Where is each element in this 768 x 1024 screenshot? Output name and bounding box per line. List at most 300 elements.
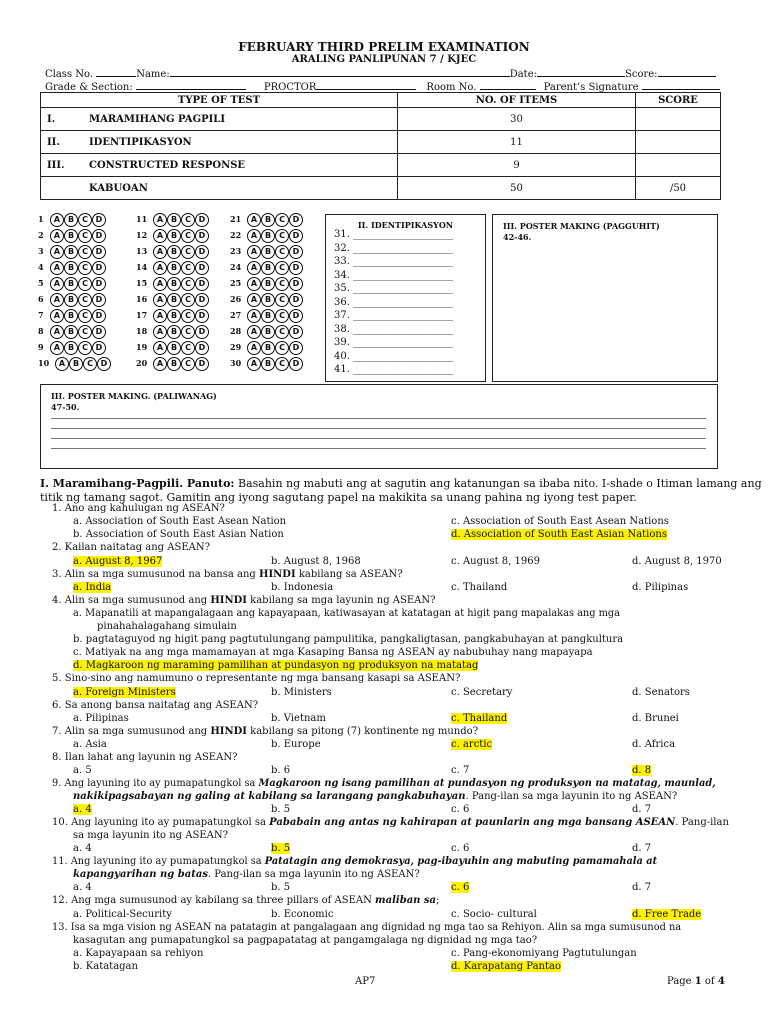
choice-1c: c. Association of South East Asean Nations [451, 516, 669, 527]
score-field[interactable] [658, 67, 716, 77]
choice-3c: c. Thailand [451, 582, 508, 593]
answer-bubble[interactable]: B [64, 245, 78, 259]
class-no-label: Class No. [45, 69, 97, 80]
answer-bubble[interactable]: C [83, 357, 97, 371]
answer-line-35[interactable]: 35. ____________________ [334, 283, 454, 294]
proctor-label: PROCTOR [263, 82, 317, 93]
section1-heading: I. Maramihang-Pagpili. Panuto: [40, 477, 235, 490]
answer-bubble[interactable]: C [275, 245, 289, 259]
bubble-row [230, 309, 303, 323]
poster-explain-items: 47-50. [51, 402, 80, 412]
date-label: Date: [509, 69, 537, 80]
bubble-row [230, 277, 303, 291]
q-emphasis: HINDI [210, 595, 247, 606]
q-text: . Pang-ilan [675, 817, 729, 828]
answer-bubble[interactable]: B [261, 245, 275, 259]
name-field[interactable] [170, 67, 510, 77]
answer-bubble[interactable]: B [261, 261, 275, 275]
answer-bubble[interactable]: A [153, 325, 167, 339]
answer-bubble[interactable]: C [275, 261, 289, 275]
answer-bubble[interactable]: B [261, 357, 275, 371]
answer-bubble[interactable]: C [275, 325, 289, 339]
answer-bubble[interactable]: A [247, 213, 261, 227]
answer-bubble[interactable]: C [181, 309, 195, 323]
grade-section-field[interactable] [136, 80, 246, 90]
writing-line[interactable] [51, 428, 706, 429]
answer-bubble[interactable]: C [78, 245, 92, 259]
bubble-item-number: 14 [136, 262, 148, 272]
answer-bubble[interactable]: B [69, 357, 83, 371]
highlight: a. India [73, 582, 112, 593]
bubble-row [38, 245, 106, 259]
bubble-row [136, 277, 209, 291]
question-5: 5. Sino-sino ang namumuno o representante ng mga bansang kasapi sa ASEAN? [52, 673, 461, 684]
bubble-row [136, 325, 209, 339]
row-num: II. [41, 131, 84, 154]
answer-bubble[interactable]: D [289, 341, 303, 355]
answer-bubble[interactable]: B [261, 229, 275, 243]
choice-4d-highlighted: d. Magkaroon ng maraming pamilihan at pundasyon ng produksyon na matatag [73, 660, 479, 671]
answer-bubble[interactable]: C [181, 277, 195, 291]
bubble-row [136, 229, 209, 243]
answer-bubble[interactable]: D [195, 229, 209, 243]
answer-bubble[interactable]: B [64, 229, 78, 243]
answer-bubble[interactable]: A [247, 261, 261, 275]
footer-code: AP7 [355, 976, 376, 987]
answer-bubble[interactable]: A [153, 261, 167, 275]
choice-6a: a. Pilipinas [73, 713, 129, 724]
answer-bubble[interactable]: D [92, 261, 106, 275]
answer-bubble[interactable]: A [50, 309, 64, 323]
answer-bubble[interactable]: D [97, 357, 111, 371]
answer-line-39[interactable]: 39. ____________________ [334, 337, 454, 348]
answer-bubble[interactable]: D [289, 309, 303, 323]
choice-7d: d. Africa [632, 739, 676, 750]
answer-bubble[interactable]: D [289, 245, 303, 259]
answer-bubble[interactable]: A [50, 261, 64, 275]
choice-4a-cont: pinahahalagahang simulain [97, 621, 237, 632]
answer-bubble[interactable]: A [153, 341, 167, 355]
choice-1a: a. Association of South East Asean Nation [73, 516, 287, 527]
answer-bubble[interactable]: B [261, 277, 275, 291]
answer-bubble[interactable]: A [153, 229, 167, 243]
answer-bubble[interactable]: D [195, 277, 209, 291]
answer-bubble[interactable]: C [181, 229, 195, 243]
choice-2b: b. August 8, 1968 [271, 556, 361, 567]
choice-10b-highlighted: b. 5 [271, 843, 291, 854]
q-text: . Pang-ilan sa mga layunin ito ng ASEAN? [207, 869, 420, 880]
row-score[interactable] [636, 131, 721, 154]
answer-bubble[interactable]: C [181, 325, 195, 339]
bubble-row [230, 213, 303, 227]
choice-5c: c. Secretary [451, 687, 513, 698]
answer-bubble[interactable]: B [167, 357, 181, 371]
answer-bubble[interactable]: A [153, 213, 167, 227]
q-text: kabilang sa ASEAN? [295, 569, 403, 580]
question-3 [52, 569, 403, 580]
table-row [41, 154, 721, 177]
answer-line-32[interactable]: 32. ____________________ [334, 242, 454, 254]
answer-bubble[interactable]: A [153, 309, 167, 323]
answer-bubble[interactable]: A [55, 357, 69, 371]
bubble-row [38, 229, 106, 243]
choice-3a-highlighted [73, 582, 111, 593]
answer-bubble[interactable]: B [64, 261, 78, 275]
row-type: IDENTIPIKASYON [83, 131, 398, 154]
bubble-item-number: 23 [230, 246, 242, 256]
answer-bubble[interactable]: D [195, 325, 209, 339]
choice-5b: b. Ministers [271, 687, 332, 698]
answer-bubble[interactable]: D [92, 293, 106, 307]
highlight: a. Foreign Ministers [73, 687, 176, 698]
answer-bubble[interactable]: B [167, 261, 181, 275]
bubble-item-number: 4 [38, 262, 44, 272]
row-num: I. [41, 108, 84, 131]
answer-bubble[interactable]: D [195, 245, 209, 259]
bubble-row [230, 341, 303, 355]
choice-8d-highlighted: d. 8 [632, 765, 652, 776]
choice-5a-highlighted [73, 687, 176, 698]
answer-bubble[interactable]: B [64, 213, 78, 227]
answer-bubble[interactable]: B [261, 293, 275, 307]
table-row [41, 177, 721, 200]
answer-bubble[interactable]: A [247, 325, 261, 339]
class-no-field[interactable] [96, 67, 136, 77]
answer-bubble[interactable]: C [275, 309, 289, 323]
row-items: 50 [398, 177, 636, 200]
answer-bubble[interactable]: C [275, 229, 289, 243]
bubble-item-number: 26 [230, 294, 242, 304]
bubble-item-number: 13 [136, 246, 148, 256]
writing-line[interactable] [51, 438, 706, 439]
answer-line-37[interactable]: 37. ____________________ [334, 310, 454, 321]
choice-6b: b. Vietnam [271, 713, 326, 724]
choice-9c: c. 6 [451, 804, 470, 815]
answer-line-41[interactable]: 41. ____________________ [334, 364, 454, 375]
answer-bubble[interactable]: A [153, 277, 167, 291]
row-score[interactable]: /50 [636, 177, 721, 200]
bubble-row [136, 245, 209, 259]
bubble-row [230, 293, 303, 307]
poster-explain-box [40, 384, 718, 469]
q-emphasis: maliban sa [375, 895, 437, 906]
parent-signature-field[interactable] [642, 80, 720, 90]
answer-line-33[interactable]: 33. ____________________ [334, 256, 454, 267]
grade-section-label: Grade & Section: [45, 82, 136, 93]
answer-bubble[interactable]: D [289, 357, 303, 371]
answer-bubble[interactable]: A [153, 357, 167, 371]
answer-bubble[interactable]: D [289, 277, 303, 291]
choice-13c: c. Pang-ekonomiyang Pagtutulungan [451, 948, 637, 959]
choice-1b: b. Association of South East Asian Nation [73, 529, 284, 540]
choice-4c: c. Matiyak na ang mga mamamayan at mga Kasaping Bansa ng ASEAN ay nabubuhay nang mapayapa [73, 647, 593, 658]
bubble-item-number: 8 [38, 326, 44, 336]
proctor-field[interactable] [316, 80, 416, 90]
bubble-row [38, 261, 106, 275]
name-label: Name: [136, 69, 170, 80]
row-items: 11 [398, 131, 636, 154]
answer-bubble[interactable]: D [195, 309, 209, 323]
bubble-item-number: 3 [38, 246, 44, 256]
answer-bubble[interactable]: C [275, 357, 289, 371]
bubble-item-number: 16 [136, 294, 148, 304]
answer-bubble[interactable]: C [181, 357, 195, 371]
col-score-header: SCORE [636, 93, 721, 108]
answer-bubble[interactable]: B [64, 309, 78, 323]
answer-bubble[interactable]: C [275, 293, 289, 307]
answer-line-34[interactable]: 34. ____________________ [334, 269, 454, 281]
q-text: 3. Alin sa mga sumusunod na bansa ang [52, 569, 260, 580]
answer-bubble[interactable]: A [247, 229, 261, 243]
choice-9b: b. 5 [271, 804, 291, 815]
bubble-item-number: 1 [38, 214, 44, 224]
writing-line[interactable] [51, 448, 706, 449]
row-type: KABUOAN [83, 177, 398, 200]
row-num [41, 177, 84, 200]
header-line-1 [45, 67, 716, 80]
room-no-field[interactable] [480, 80, 536, 90]
answer-bubble[interactable]: B [167, 245, 181, 259]
question-7 [52, 726, 478, 737]
date-field[interactable] [537, 67, 625, 77]
answer-bubble[interactable]: A [247, 309, 261, 323]
bubble-row [230, 245, 303, 259]
answer-bubble[interactable]: C [78, 341, 92, 355]
answer-bubble[interactable]: B [167, 229, 181, 243]
page-indicator [667, 976, 725, 987]
bubble-row [230, 325, 303, 339]
highlight: a. August 8, 1967 [73, 556, 163, 567]
answer-bubble[interactable]: B [167, 293, 181, 307]
answer-bubble[interactable]: D [92, 229, 106, 243]
answer-bubble[interactable]: B [261, 213, 275, 227]
answer-bubble[interactable]: C [78, 229, 92, 243]
choice-12d-highlighted: d. Free Trade [632, 909, 702, 920]
bubble-item-number: 12 [136, 230, 148, 240]
answer-bubble[interactable]: A [50, 341, 64, 355]
answer-bubble[interactable]: D [289, 229, 303, 243]
answer-bubble[interactable]: C [78, 293, 92, 307]
answer-bubble[interactable]: C [78, 309, 92, 323]
answer-bubble[interactable]: A [50, 293, 64, 307]
choice-3b: b. Indonesia [271, 582, 334, 593]
answer-bubble[interactable]: B [261, 309, 275, 323]
identipikasyon-heading: II. IDENTIPIKASYON [357, 220, 454, 230]
answer-bubble[interactable]: A [247, 293, 261, 307]
bubble-item-number: 11 [136, 214, 148, 224]
bubble-row [38, 325, 106, 339]
answer-bubble[interactable]: A [153, 245, 167, 259]
choice-13d-highlighted: d. Karapatang Pantao [451, 961, 561, 972]
choice-13b: b. Katatagan [73, 961, 138, 972]
answer-bubble[interactable]: D [195, 357, 209, 371]
answer-bubble[interactable]: A [50, 325, 64, 339]
answer-bubble[interactable]: C [181, 213, 195, 227]
answer-bubble[interactable]: D [195, 213, 209, 227]
answer-bubble[interactable]: B [64, 293, 78, 307]
bubble-item-number: 17 [136, 310, 148, 320]
answer-bubble[interactable]: D [92, 309, 106, 323]
answer-bubble[interactable]: B [261, 325, 275, 339]
q-text: kabilang sa mga layunin ng ASEAN? [246, 595, 436, 606]
parent-signature-label: Parent’s Signature [543, 82, 642, 93]
q-emphasis: Patatagin ang demokrasya, pag-ibayuhin ang mabuting pamamahala at [264, 856, 658, 867]
bubble-row [136, 213, 209, 227]
answer-bubble[interactable]: A [153, 293, 167, 307]
choice-13a: a. Kapayapaan sa rehiyon [73, 948, 204, 959]
q-emphasis: Pababain ang antas ng kahirapan at paunlarin ang mga bansang ASEAN [269, 817, 676, 828]
row-score[interactable] [636, 154, 721, 177]
answer-bubble[interactable]: A [247, 357, 261, 371]
bubble-row [136, 341, 209, 355]
bubble-row [38, 293, 106, 307]
question-4 [52, 595, 436, 606]
choice-8b: b. 6 [271, 765, 291, 776]
answer-bubble[interactable]: D [289, 325, 303, 339]
choice-10d: d. 7 [632, 843, 652, 854]
answer-bubble[interactable]: A [247, 341, 261, 355]
poster-drawing-heading: III. POSTER MAKING (PAGGUHIT) [503, 221, 660, 231]
bubble-row [230, 261, 303, 275]
answer-bubble[interactable]: B [167, 277, 181, 291]
bubble-row [38, 277, 106, 291]
answer-bubble[interactable]: C [181, 245, 195, 259]
table-row [41, 108, 721, 131]
row-items: 30 [398, 108, 636, 131]
question-9 [52, 778, 716, 789]
choice-4b: b. pagtataguyod ng higit pang pagtutulungang pampulitika, pangkaligtasan, pangkabuhayan at pangkultura [73, 634, 624, 645]
bubble-item-number: 27 [230, 310, 242, 320]
answer-bubble[interactable]: D [92, 277, 106, 291]
choice-8c: c. 7 [451, 765, 470, 776]
answer-bubble[interactable]: D [92, 341, 106, 355]
poster-drawing-box[interactable] [492, 214, 718, 382]
answer-bubble[interactable]: D [92, 213, 106, 227]
bubble-item-number: 5 [38, 278, 44, 288]
writing-line[interactable] [51, 418, 706, 419]
bubble-item-number: 28 [230, 326, 242, 336]
section1-instructions-line1 [40, 477, 762, 490]
answer-bubble[interactable]: B [167, 325, 181, 339]
answer-bubble[interactable]: C [275, 213, 289, 227]
bubble-item-number: 15 [136, 278, 148, 288]
answer-bubble[interactable]: C [78, 277, 92, 291]
answer-bubble[interactable]: D [92, 245, 106, 259]
q-text: ; [436, 895, 440, 906]
page-text: of [701, 976, 718, 987]
bubble-item-number: 30 [230, 358, 242, 368]
answer-bubble[interactable]: C [78, 325, 92, 339]
question-10 [52, 817, 729, 828]
q-emphasis: HINDI [259, 569, 296, 580]
question-10-cont: sa mga layunin ito ng ASEAN? [73, 830, 228, 841]
bubble-row [136, 309, 209, 323]
choice-1d-highlighted: d. Association of South East Asian Nations [451, 529, 667, 540]
answer-bubble[interactable]: A [50, 213, 64, 227]
choice-9a-highlighted [73, 804, 92, 815]
answer-bubble[interactable]: C [78, 213, 92, 227]
answer-bubble[interactable]: A [50, 277, 64, 291]
bubble-row [230, 229, 303, 243]
choice-10c: c. 6 [451, 843, 470, 854]
bubble-item-number: 22 [230, 230, 242, 240]
test-summary-table [40, 92, 721, 200]
answer-bubble[interactable]: B [167, 341, 181, 355]
choice-5d: d. Senators [632, 687, 690, 698]
answer-bubble[interactable]: D [195, 293, 209, 307]
exam-title: FEBRUARY THIRD PRELIM EXAMINATION [238, 40, 530, 54]
bubble-row [136, 293, 209, 307]
answer-bubble[interactable]: D [195, 341, 209, 355]
answer-bubble[interactable]: C [181, 341, 195, 355]
instructions-text: Basahin ng mabuti ang at sagutin ang katanungan sa ibaba nito. I-shade o Itiman lamang ang [234, 477, 762, 490]
row-type: CONSTRUCTED RESPONSE [83, 154, 398, 177]
answer-bubble[interactable]: B [64, 325, 78, 339]
answer-bubble[interactable]: A [50, 245, 64, 259]
answer-bubble[interactable]: C [181, 293, 195, 307]
bubble-row [38, 341, 106, 355]
bubble-item-number: 21 [230, 214, 242, 224]
answer-line-36[interactable]: 36. ____________________ [334, 296, 454, 308]
answer-line-31[interactable]: 31. ____________________ [334, 229, 454, 240]
bubble-item-number: 6 [38, 294, 44, 304]
answer-line-40[interactable]: 40. ____________________ [334, 350, 454, 362]
choice-12b: b. Economic [271, 909, 334, 920]
bubble-item-number: 20 [136, 358, 148, 368]
answer-bubble[interactable]: C [78, 261, 92, 275]
answer-bubble[interactable]: B [167, 213, 181, 227]
bubble-item-number: 25 [230, 278, 242, 288]
answer-bubble[interactable]: D [92, 325, 106, 339]
bubble-item-number: 18 [136, 326, 148, 336]
question-11 [52, 856, 657, 867]
page-total: 4 [717, 976, 725, 987]
choice-2a-highlighted [73, 556, 162, 567]
row-items: 9 [398, 154, 636, 177]
q-emphasis: kapangyarihan ng batas [73, 869, 208, 880]
bubble-row [136, 357, 209, 371]
row-score[interactable] [636, 108, 721, 131]
choice-7c-highlighted: c. arctic [451, 739, 493, 750]
table-header-row [41, 93, 721, 108]
col-type-header: TYPE OF TEST [41, 93, 398, 108]
answer-bubble[interactable]: D [195, 261, 209, 275]
answer-bubble[interactable]: D [289, 213, 303, 227]
bubble-row [38, 309, 106, 323]
answer-bubble[interactable]: B [261, 341, 275, 355]
answer-bubble[interactable]: C [275, 341, 289, 355]
answer-bubble[interactable]: B [64, 277, 78, 291]
answer-bubble[interactable]: C [181, 261, 195, 275]
exam-subtitle: ARALING PANLIPUNAN 7 / KJEC [291, 54, 477, 65]
answer-bubble[interactable]: B [64, 341, 78, 355]
q-text: . Pang-ilan sa mga layunin ito ng ASEAN? [465, 791, 678, 802]
answer-bubble[interactable]: D [289, 293, 303, 307]
question-13: 13. Isa sa mga vision ng ASEAN na patatagin at pangalagaan ang dignidad ng mga tao sa Rehiyon. Alin sa mga sumusunod na [52, 922, 682, 933]
answer-bubble[interactable]: B [167, 309, 181, 323]
answer-bubble[interactable]: A [50, 229, 64, 243]
answer-bubble[interactable]: A [247, 277, 261, 291]
row-num: III. [41, 154, 84, 177]
bubble-row [38, 357, 111, 371]
question-8: 8. Ilan lahat ang layunin ng ASEAN? [52, 752, 238, 763]
answer-bubble[interactable]: C [275, 277, 289, 291]
answer-bubble[interactable]: D [289, 261, 303, 275]
answer-bubble[interactable]: A [247, 245, 261, 259]
bubble-item-number: 29 [230, 342, 242, 352]
choice-11a: a. 4 [73, 882, 92, 893]
answer-line-38[interactable]: 38. ____________________ [334, 323, 454, 335]
